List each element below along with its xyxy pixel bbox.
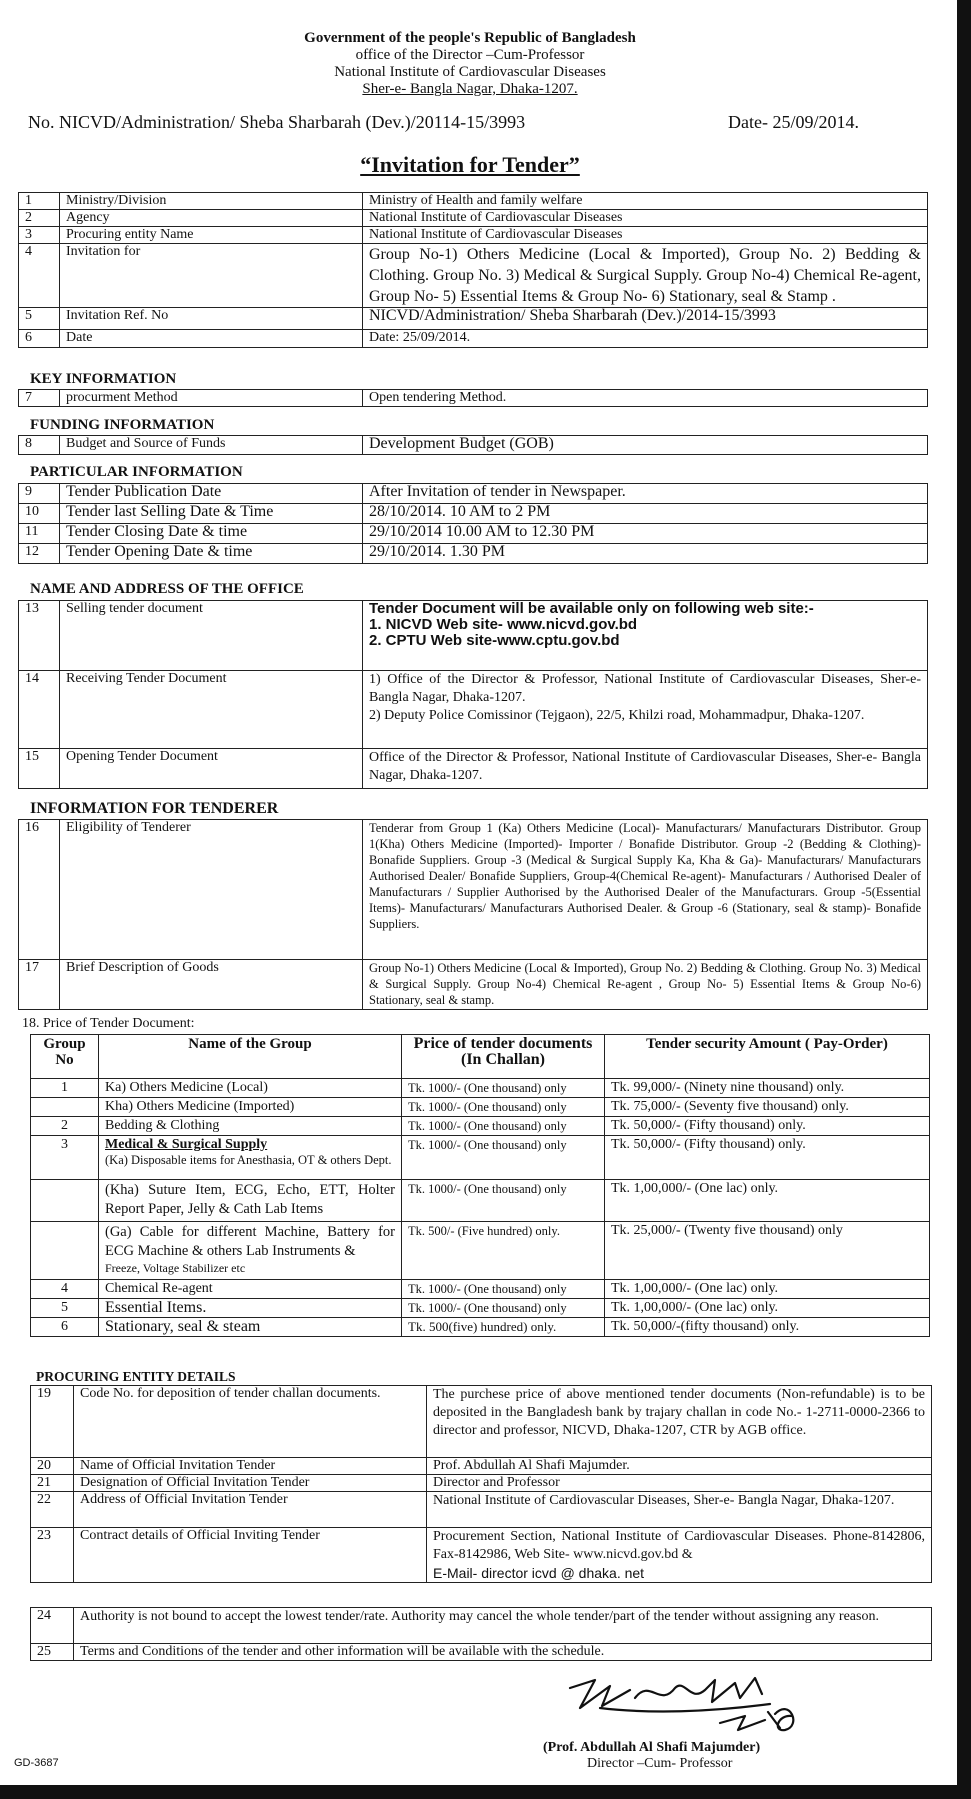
row-number: 11 — [19, 524, 60, 544]
row-value: Development Budget (GOB) — [363, 436, 928, 455]
document-price: Tk. 1000/- (One thousand) only — [402, 1136, 605, 1180]
row-label: Address of Official Invitation Tender — [74, 1492, 427, 1528]
row-value: National Institute of Cardiovascular Diseases — [363, 210, 928, 227]
group-name: Stationary, seal & steam — [99, 1318, 402, 1337]
document-price: Tk. 500(five) hundred) only. — [402, 1318, 605, 1337]
table-row — [31, 1280, 930, 1299]
table-row — [19, 436, 928, 455]
document-price: Tk. 1000/- (One thousand) only — [402, 1117, 605, 1136]
signature-image — [540, 1668, 830, 1740]
row-label: Eligibility of Tenderer — [60, 820, 363, 960]
table-row — [31, 1117, 930, 1136]
notice-date: Date- 25/09/2014. — [728, 112, 859, 132]
tenderer-heading: INFORMATION FOR TENDERER — [30, 800, 279, 817]
particular-information-table — [18, 483, 928, 564]
table-row — [19, 390, 928, 407]
table-row — [19, 244, 928, 308]
document-price: Tk. 1000/- (One thousand) only — [402, 1280, 605, 1299]
group-number — [31, 1098, 99, 1117]
row-value: Ministry of Health and family welfare — [363, 193, 928, 210]
group-name: Ka) Others Medicine (Local) — [99, 1079, 402, 1098]
col-header-security: Tender security Amount ( Pay-Order) — [605, 1035, 930, 1079]
row-number: 5 — [19, 308, 60, 330]
group-number: 3 — [31, 1136, 99, 1180]
row-label: Agency — [60, 210, 363, 227]
row-label: Opening Tender Document — [60, 749, 363, 789]
row-label: Tender Opening Date & time — [60, 544, 363, 564]
security-amount: Tk. 1,00,000/- (One lac) only. — [605, 1299, 930, 1318]
security-amount: Tk. 1,00,000/- (One lac) only. — [605, 1180, 930, 1222]
table-row — [19, 504, 928, 524]
group-number: 1 — [31, 1079, 99, 1098]
row-label: Invitation for — [60, 244, 363, 308]
office-heading: NAME AND ADDRESS OF THE OFFICE — [30, 581, 304, 597]
col-header-group: Group No — [31, 1035, 99, 1079]
table-row — [19, 308, 928, 330]
row-number: 20 — [31, 1458, 74, 1475]
row-value: 28/10/2014. 10 AM to 2 PM — [363, 504, 928, 524]
signatory-designation: Director –Cum- Professor — [587, 1756, 733, 1771]
row-number: 25 — [31, 1644, 74, 1661]
group-number: 6 — [31, 1318, 99, 1337]
signatory-name: (Prof. Abdullah Al Shafi Majumder) — [543, 1740, 761, 1755]
group-name: Kha) Others Medicine (Imported) — [99, 1098, 402, 1117]
row-number: 8 — [19, 436, 60, 455]
row-number: 19 — [31, 1386, 74, 1458]
table-row — [19, 960, 928, 1010]
price-table — [30, 1034, 930, 1337]
row-value: Open tendering Method. — [363, 390, 928, 407]
table-row — [19, 544, 928, 564]
document-price: Tk. 1000/- (One thousand) only — [402, 1079, 605, 1098]
tenderer-table — [18, 819, 928, 1010]
row-value: Group No-1) Others Medicine (Local & Imported), Group No. 2) Bedding & Clothing. Group No. 3) Medical & Surgical Supply. Group No-4) Chemical Re-agent , Group No- 5) Essential Items & Group No-6) Stationary, seal & stamp. — [363, 960, 928, 1010]
office-line: office of the Director –Cum-Professor — [355, 47, 585, 63]
row-value: Group No-1) Others Medicine (Local & Imported), Group No. 2) Bedding & Clothing. Group No. 3) Medical & Surgical Supply. Group No-4) Chemical Re-agent, Group No- 5) Essential Items & Group No- 6) Stationary, seal & Stamp . — [363, 244, 928, 308]
row-value — [427, 1528, 932, 1583]
row-value — [363, 601, 928, 671]
table-row — [31, 1644, 932, 1661]
row-number: 6 — [19, 330, 60, 348]
document-price: Tk. 1000/- (One thousand) only — [402, 1180, 605, 1222]
row-label: Procuring entity Name — [60, 227, 363, 244]
row-label: Date — [60, 330, 363, 348]
cptu-website: 2. CPTU Web site-www.cptu.gov.bd — [369, 632, 620, 649]
row-number: 16 — [19, 820, 60, 960]
row-number: 2 — [19, 210, 60, 227]
row-value: Prof. Abdullah Al Shafi Majumder. — [427, 1458, 932, 1475]
security-amount: Tk. 25,000/- (Twenty five thousand) only — [605, 1222, 930, 1280]
row-number: 12 — [19, 544, 60, 564]
table-row — [31, 1222, 930, 1280]
price-heading: 18. Price of Tender Document: — [22, 1016, 195, 1031]
receiving-address-1: 1) Office of the Director & Professor, National Institute of Cardiovascular Diseases, Sher-e- Bangla Nagar, Dhaka-1207. — [369, 672, 921, 705]
row-value: National Institute of Cardiovascular Diseases — [363, 227, 928, 244]
table-row — [31, 1136, 930, 1180]
table-row — [31, 1458, 932, 1475]
government-title: Government of the people's Republic of Bangladesh — [304, 30, 636, 46]
group-name: Chemical Re-agent — [99, 1280, 402, 1299]
receiving-address-2: 2) Deputy Police Comissinor (Tejgaon), 22/5, Khilzi road, Mohammadpur, Dhaka-1207. — [369, 708, 865, 723]
row-number: 9 — [19, 484, 60, 504]
table-row — [31, 1528, 932, 1583]
contact-email: E-Mail- director icvd @ dhaka. net — [433, 1565, 645, 1581]
row-value: Authority is not bound to accept the lowest tender/rate. Authority may cancel the whole tender/part of the tender without assigning any reason. — [74, 1608, 932, 1644]
row-number: 4 — [19, 244, 60, 308]
table-row — [31, 1098, 930, 1117]
row-value: After Invitation of tender in Newspaper. — [363, 484, 928, 504]
funding-information-table — [18, 435, 928, 455]
group-name — [99, 1136, 402, 1180]
security-amount: Tk. 50,000/-(fifty thousand) only. — [605, 1318, 930, 1337]
table-row — [31, 1079, 930, 1098]
group-name: Essential Items. — [99, 1299, 402, 1318]
table-row — [31, 1180, 930, 1222]
row-value: National Institute of Cardiovascular Diseases, Sher-e- Bangla Nagar, Dhaka-1207. — [427, 1492, 932, 1528]
letterhead — [0, 30, 940, 98]
row-value: NICVD/Administration/ Sheba Sharbarah (Dev.)/2014-15/3993 — [363, 308, 928, 330]
row-label: Selling tender document — [60, 601, 363, 671]
row-label: Tender Publication Date — [60, 484, 363, 504]
row-number: 17 — [19, 960, 60, 1010]
row-value: Tenderar from Group 1 (Ka) Others Medicine (Local)- Manufacturars/ Manufacturars Distributor. Group 1(Kha) Others Medicine (Imported)- Importer / Bonafide Distributor. Group -2 (Bedding & Clothing)- Bonafide Suppliers. Group -3 (Medical & Surgical Supply Ka, Kha & Ga)- Manufacturars/ Manufacturars Authorised Dealer/ Bonafide Suppliers, Group-4(Chemical Re-agent)- Manufacturars / Authorised Dealer of Manufacturars / Supplier Authorised by the Authorised Dealer of the Manufacturars. Group -5(Essential Items)- Manufacturars/ Manufacturars Authorised Dealer. & Group -6 (Stationary, seal & stamp)- Bonafide Suppliers. — [363, 820, 928, 960]
row-value: Director and Professor — [427, 1475, 932, 1492]
group-number: 4 — [31, 1280, 99, 1299]
group-name: Bedding & Clothing — [99, 1117, 402, 1136]
col-header-price: Price of tender documents (In Challan) — [402, 1035, 605, 1079]
terms-table — [30, 1607, 932, 1661]
row-label: Tender Closing Date & time — [60, 524, 363, 544]
table-row — [31, 1318, 930, 1337]
security-amount: Tk. 50,000/- (Fifty thousand) only. — [605, 1136, 930, 1180]
row-label: procurment Method — [60, 390, 363, 407]
security-amount: Tk. 1,00,000/- (One lac) only. — [605, 1280, 930, 1299]
row-label: Invitation Ref. No — [60, 308, 363, 330]
table-row — [19, 820, 928, 960]
table-row — [19, 601, 928, 671]
row-value — [363, 671, 928, 749]
group-number — [31, 1180, 99, 1222]
row-value: 29/10/2014. 1.30 PM — [363, 544, 928, 564]
row-number: 10 — [19, 504, 60, 524]
group-subitem: (Ka) Disposable items for Anesthasia, OT & others Dept. — [105, 1153, 392, 1167]
table-row — [31, 1475, 932, 1492]
nicvd-website: 1. NICVD Web site- www.nicvd.gov.bd — [369, 616, 638, 633]
row-label: Receiving Tender Document — [60, 671, 363, 749]
group-title: Medical & Surgical Supply — [105, 1137, 268, 1152]
security-amount: Tk. 99,000/- (Ninety nine thousand) only. — [605, 1079, 930, 1098]
notice-title: “Invitation for Tender” — [360, 152, 580, 177]
footer-code: GD-3687 — [14, 1757, 59, 1769]
row-value: Office of the Director & Professor, National Institute of Cardiovascular Diseases, Sher-e- Bangla Nagar, Dhaka-1207. — [363, 749, 928, 789]
security-amount: Tk. 50,000/- (Fifty thousand) only. — [605, 1117, 930, 1136]
row-value: Date: 25/09/2014. — [363, 330, 928, 348]
row-number: 14 — [19, 671, 60, 749]
funding-information-heading: FUNDING INFORMATION — [30, 417, 215, 433]
office-table — [18, 600, 928, 789]
row-value: 29/10/2014 10.00 AM to 12.30 PM — [363, 524, 928, 544]
particular-information-heading: PARTICULAR INFORMATION — [30, 464, 243, 480]
group-title: (Ga) Cable for different Machine, Battery for ECG Machine & others Lab Instruments & — [105, 1224, 395, 1259]
reference-number: No. NICVD/Administration/ Sheba Sharbarah (Dev.)/20114-15/3993 — [28, 112, 526, 132]
row-label: Code No. for deposition of tender challan documents. — [74, 1386, 427, 1458]
procuring-entity-heading: PROCURING ENTITY DETAILS — [36, 1369, 236, 1384]
row-label: Contract details of Official Inviting Tender — [74, 1528, 427, 1583]
row-number: 15 — [19, 749, 60, 789]
row-number: 22 — [31, 1492, 74, 1528]
table-row — [31, 1608, 932, 1644]
group-name: (Kha) Suture Item, ECG, Echo, ETT, Holter Report Paper, Jelly & Cath Lab Items — [99, 1180, 402, 1222]
row-number: 24 — [31, 1608, 74, 1644]
row-number: 7 — [19, 390, 60, 407]
table-row — [19, 227, 928, 244]
row-number: 21 — [31, 1475, 74, 1492]
security-amount: Tk. 75,000/- (Seventy five thousand) only. — [605, 1098, 930, 1117]
table-row — [19, 524, 928, 544]
table-row — [31, 1299, 930, 1318]
web-notice: Tender Document will be available only on following web site:- — [369, 600, 814, 617]
table-row — [19, 484, 928, 504]
group-number — [31, 1222, 99, 1280]
key-information-table — [18, 389, 928, 407]
row-number: 1 — [19, 193, 60, 210]
document-price: Tk. 500/- (Five hundred) only. — [402, 1222, 605, 1280]
document-price: Tk. 1000/- (One thousand) only — [402, 1098, 605, 1117]
row-number: 23 — [31, 1528, 74, 1583]
general-info-table — [18, 192, 928, 348]
table-header-row — [31, 1035, 930, 1079]
institute-address: Sher-e- Bangla Nagar, Dhaka-1207. — [362, 81, 578, 97]
row-label: Name of Official Invitation Tender — [74, 1458, 427, 1475]
table-row — [19, 749, 928, 789]
table-row — [19, 193, 928, 210]
col-header-name: Name of the Group — [99, 1035, 402, 1079]
group-subitem: Freeze, Voltage Stabilizer etc — [105, 1261, 246, 1275]
row-label: Designation of Official Invitation Tender — [74, 1475, 427, 1492]
procuring-entity-table — [30, 1385, 932, 1583]
table-row — [19, 671, 928, 749]
group-number: 5 — [31, 1299, 99, 1318]
row-number: 13 — [19, 601, 60, 671]
row-value: The purchese price of above mentioned tender documents (Non-refundable) is to be deposited in the Bangladesh bank by trajary challan in code No.- 1-2711-0000-2366 to director and professor, NICVD, Dhaka-1207, CTR by AGB office. — [427, 1386, 932, 1458]
row-label: Tender last Selling Date & Time — [60, 504, 363, 524]
row-value: Terms and Conditions of the tender and other information will be available with the schedule. — [74, 1644, 932, 1661]
row-label: Budget and Source of Funds — [60, 436, 363, 455]
table-row — [19, 330, 928, 348]
row-number: 3 — [19, 227, 60, 244]
contact-details: Procurement Section, National Institute of Cardiovascular Diseases. Phone-8142806, Fax-8142986, Web Site- www.nicvd.gov.bd & — [433, 1529, 925, 1562]
row-label: Brief Description of Goods — [60, 960, 363, 1010]
document-price: Tk. 1000/- (One thousand) only — [402, 1299, 605, 1318]
group-name — [99, 1222, 402, 1280]
table-row — [31, 1492, 932, 1528]
row-label: Ministry/Division — [60, 193, 363, 210]
institute-name: National Institute of Cardiovascular Diseases — [334, 64, 606, 80]
table-row — [19, 210, 928, 227]
key-information-heading: KEY INFORMATION — [30, 371, 177, 387]
group-number: 2 — [31, 1117, 99, 1136]
table-row — [31, 1386, 932, 1458]
